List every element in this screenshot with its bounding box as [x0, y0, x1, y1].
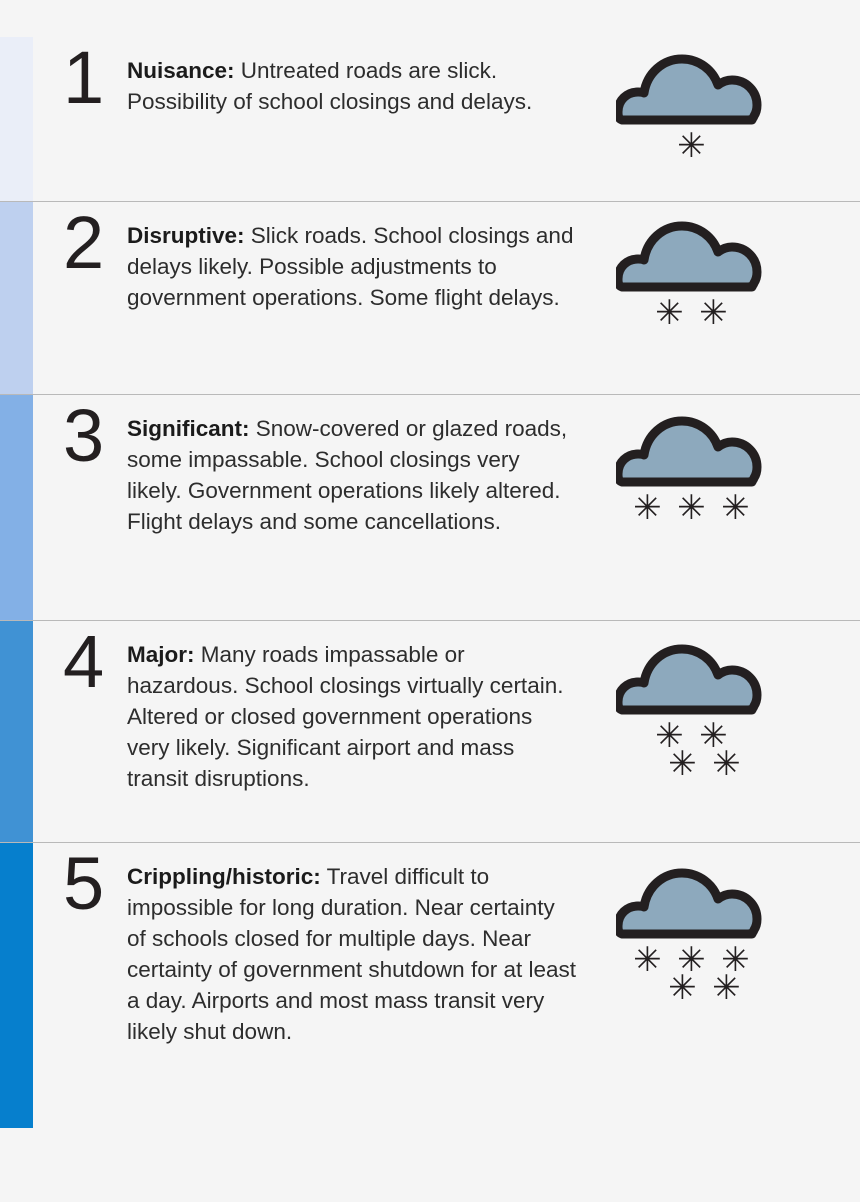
snowflake-group	[616, 716, 768, 784]
level-number: 2	[63, 201, 104, 284]
impact-level-row	[0, 37, 860, 202]
level-text: Snow-covered or glazed roads, some impassable. School closings very likely. Government operations likely altered. Flight delays and some cancellations.	[127, 416, 568, 534]
level-number: 1	[63, 36, 104, 119]
snowflake-group	[616, 940, 768, 1008]
snowflake-icon: ✳	[633, 488, 662, 528]
snowflake-icon: ✳	[721, 940, 750, 980]
level-description	[127, 202, 589, 313]
snowflake-icon: ✳	[721, 488, 750, 528]
snowflake-icon: ✳	[633, 940, 662, 980]
snowflake-icon: ✳	[655, 716, 684, 756]
snowflake-group	[616, 488, 768, 528]
snowflake-icon: ✳	[668, 744, 697, 784]
level-text: Travel difficult to impossible for long duration. Near certainty of schools closed for multiple days. Near certainty of government shutdown for at least a day. Airports and most mass transit very likely shut down.	[127, 864, 576, 1044]
cloud-icon	[616, 863, 768, 943]
level-text: Many roads impassable or hazardous. School closings virtually certain. Altered or closed government operations very likely. Significant airport and mass transit disruptions.	[127, 642, 564, 791]
level-title: Crippling/historic:	[127, 864, 321, 889]
level-color-swatch	[0, 395, 33, 620]
snowflake-group	[616, 293, 768, 333]
level-text: Untreated roads are slick. Possibility of school closings and delays.	[127, 58, 533, 114]
level-color-swatch	[0, 843, 33, 1128]
impact-level-row	[0, 202, 860, 395]
snowflake-group	[616, 126, 768, 166]
snowflake-icon: ✳	[699, 716, 728, 756]
snowflake-row	[661, 968, 749, 1008]
level-number: 5	[63, 842, 104, 925]
impact-level-row	[0, 843, 860, 1128]
snowflake-row	[648, 293, 736, 333]
snowflake-icon: ✳	[677, 940, 706, 980]
level-number: 4	[63, 620, 104, 703]
level-title: Disruptive:	[127, 223, 245, 248]
level-color-swatch	[0, 621, 33, 842]
spacer	[33, 37, 55, 201]
snowflake-icon: ✳	[712, 968, 741, 1008]
snowflake-icon: ✳	[677, 126, 706, 166]
spacer	[33, 621, 55, 842]
cloud-icon	[616, 639, 768, 719]
cloud-icon	[616, 216, 768, 296]
level-description	[127, 395, 589, 537]
level-icon-column	[589, 202, 794, 333]
cloud-icon	[616, 49, 768, 129]
level-color-swatch	[0, 202, 33, 394]
level-icon-column	[589, 395, 794, 528]
snowflake-icon: ✳	[655, 293, 684, 333]
level-icon-column	[589, 37, 794, 166]
level-title: Major:	[127, 642, 195, 667]
impact-level-row	[0, 395, 860, 621]
spacer	[33, 843, 55, 1128]
snowflake-row	[670, 126, 714, 166]
level-title: Significant:	[127, 416, 250, 441]
spacer	[33, 395, 55, 620]
level-title: Nuisance:	[127, 58, 235, 83]
level-description	[127, 37, 589, 117]
snowflake-icon: ✳	[668, 968, 697, 1008]
level-description	[127, 621, 589, 794]
spacer	[33, 202, 55, 394]
snowflake-row	[661, 744, 749, 784]
level-icon-column	[589, 843, 794, 1008]
level-description	[127, 843, 589, 1047]
impact-level-row	[0, 621, 860, 843]
snowflake-icon: ✳	[699, 293, 728, 333]
snowflake-row	[626, 488, 758, 528]
level-number: 3	[63, 394, 104, 477]
level-text: Slick roads. School closings and delays likely. Possible adjustments to government operations. Some flight delays.	[127, 223, 574, 310]
cloud-icon	[616, 411, 768, 491]
impact-level-list	[0, 37, 860, 1128]
level-color-swatch	[0, 37, 33, 201]
snowflake-icon: ✳	[712, 744, 741, 784]
level-icon-column	[589, 621, 794, 784]
snowflake-icon: ✳	[677, 488, 706, 528]
